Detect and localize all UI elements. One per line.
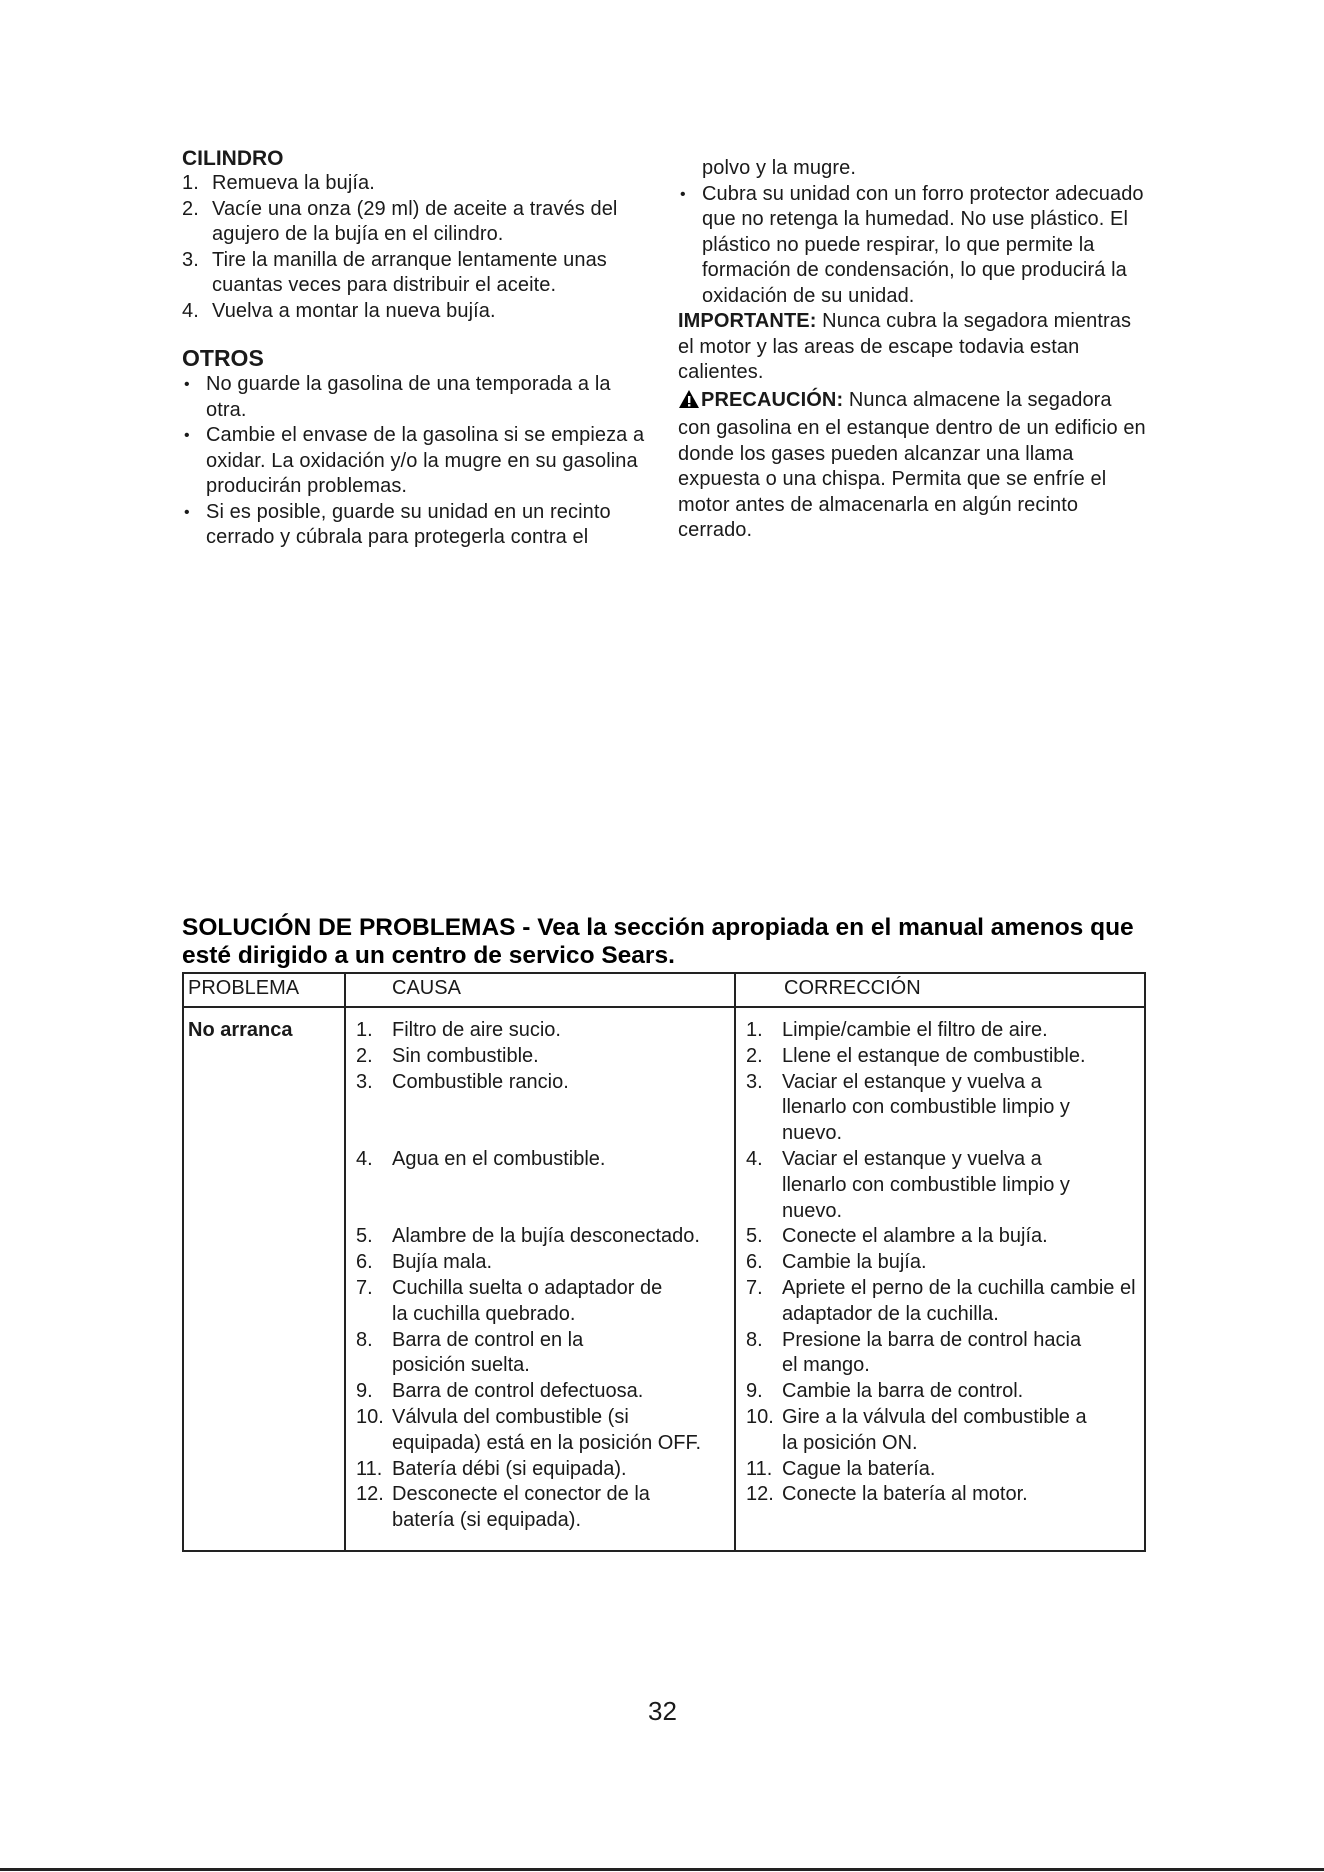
list-item: 12. Desconecte el conector de la batería (si equipada). [356, 1483, 650, 1532]
list-item: 5. Conecte el alambre a la bujía. [746, 1225, 1048, 1248]
list-item: 11. Cague la batería. [746, 1457, 936, 1480]
left-column [182, 146, 652, 551]
list-item: 3. Tire la manilla de arranque lentamente unas cuantas veces para distribuir el aceite. [182, 248, 607, 296]
list-item: 8. Presione la barra de control hacia el mango. [746, 1328, 1082, 1377]
cilindro-steps [182, 171, 652, 324]
list-item: 1. Remueva la bujía. [182, 172, 375, 194]
list-item: 7. Apriete el perno de la cuchilla cambie el adaptador de la cuchilla. [746, 1276, 1136, 1325]
list-item: 1. Limpie/cambie el filtro de aire. [746, 1019, 1048, 1041]
list-item: 8. Barra de control en la posición suelta. [356, 1328, 584, 1377]
list-item: 2. Sin combustible. [356, 1044, 539, 1067]
table-header-row [183, 973, 1145, 1007]
corrections-cell [735, 1007, 1145, 1551]
corrections-list [736, 1018, 1144, 1508]
list-item: 11. Batería débi (si equipada). [356, 1457, 627, 1480]
precaucion-text: Nunca almacene la segadora con gasolina en el estanque dentro de un edificio en donde los gases pueden alcanzar una llama expuesta o una chispa. Permita que se enfríe el motor antes de almacenarla en algún recinto cerrado. [678, 388, 1146, 541]
list-item: 10. Gire a la válvula del combustible a la posición ON. [746, 1405, 1087, 1454]
precaucion-note [678, 388, 1148, 544]
troubleshooting-title: SOLUCIÓN DE PROBLEMAS - Vea la sección apropiada en el manual amenos que esté dirigido a un centro de servico Sears. [182, 914, 1134, 969]
precaucion-label: PRECAUCIÓN: [701, 388, 844, 411]
list-item: 6. Bujía mala. [356, 1251, 493, 1274]
list-item: 1. Filtro de aire sucio. [356, 1019, 561, 1041]
right-column [678, 156, 1148, 544]
spacer [346, 1199, 734, 1225]
causes-list [346, 1018, 734, 1534]
list-item: 2. Vacíe una onza (29 ml) de aceite a través del agujero de la bujía en el cilindro. [182, 197, 618, 245]
spacer [346, 1095, 734, 1121]
problem-cell: No arranca [183, 1007, 345, 1551]
header-correccion: CORRECCIÓN [735, 973, 1145, 1007]
otros-bullets-cont [678, 182, 1148, 310]
list-item: 4. Vuelva a montar la nueva bujía. [182, 299, 496, 322]
list-item: 10. Válvula del combustible (si equipada) está en la posición OFF. [356, 1405, 702, 1454]
bullet-icon: • [184, 376, 190, 393]
list-item: polvo y la mugre. [702, 157, 856, 179]
page-number: 32 [648, 1696, 677, 1726]
list-item: 7. Cuchilla suelta o adaptador de la cuchilla quebrado. [356, 1276, 663, 1325]
otros-bullets [182, 372, 652, 551]
warning-triangle-icon [678, 389, 700, 417]
header-problema: PROBLEMA [183, 973, 345, 1007]
list-item: • No guarde la gasolina de una temporada a la otra. [184, 373, 611, 421]
cilindro-heading: CILINDRO [182, 147, 284, 170]
table-row [183, 1007, 1145, 1551]
list-item: 4. Agua en el combustible. [356, 1147, 606, 1170]
list-item: 9. Barra de control defectuosa. [356, 1380, 644, 1403]
importante-note [678, 309, 1148, 386]
importante-label: IMPORTANTE: [678, 310, 817, 332]
bullet-icon: • [184, 503, 190, 521]
list-item: 3. Combustible rancio. [356, 1070, 569, 1093]
spacer [346, 1173, 734, 1199]
spacer [346, 1121, 734, 1147]
list-item: 9. Cambie la barra de control. [746, 1380, 1024, 1403]
list-item: 2. Llene el estanque de combustible. [746, 1044, 1086, 1067]
list-item: 12. Conecte la batería al motor. [746, 1483, 1028, 1506]
list-item: • Si es posible, guarde su unidad en un recinto cerrado y cúbrala para protegerla contra el [184, 500, 611, 548]
list-item: 3. Vaciar el estanque y vuelva a llenarlo con combustible limpio y nuevo. [746, 1070, 1070, 1145]
causes-cell [345, 1007, 735, 1551]
importante-text: Nunca cubra la segadora mientras el motor y las areas de escape todavia estan calientes. [678, 310, 1132, 383]
bottom-edge-rule [0, 1868, 1324, 1871]
list-item: • Cambie el envase de la gasolina si se empieza a oxidar. La oxidación y/o la mugre en su gasolina producirán problemas. [184, 424, 645, 497]
list-item: • Cubra su unidad con un forro protector adecuado que no retenga la humedad. No use plástico. El plástico no puede respirar, lo que permite la formación de condensación, lo que producirá la oxidación de su unidad. [680, 182, 1144, 307]
list-item: 5. Alambre de la bujía desconectado. [356, 1225, 700, 1248]
otros-heading: OTROS [182, 345, 264, 371]
bullet-icon: • [680, 185, 686, 203]
list-item: 6. Cambie la bujía. [746, 1251, 927, 1274]
bullet-icon: • [184, 427, 190, 444]
list-item: 4. Vaciar el estanque y vuelva a llenarlo con combustible limpio y nuevo. [746, 1147, 1070, 1222]
header-causa: CAUSA [345, 973, 735, 1007]
troubleshooting-table [182, 972, 1146, 1552]
